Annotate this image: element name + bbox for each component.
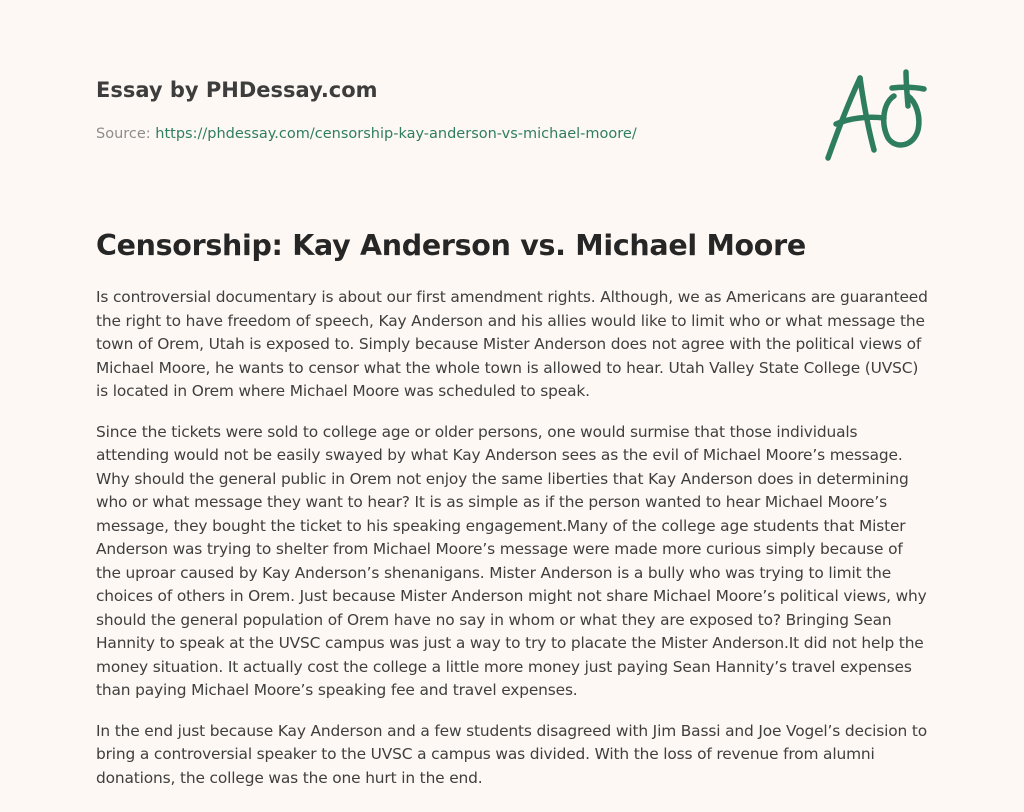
source-label: Source: (96, 126, 156, 142)
essay-body (96, 286, 932, 807)
source-line (96, 124, 796, 144)
essay-paragraph: Is controversial documentary is about our first amendment rights. Although, we as Americans are guaranteed the right to have freedom of speech, Kay Anderson and his allies would like to limit who or what message the town of Orem, Utah is exposed to. Simply because Mister Anderson does not agree with the political views of Michael Moore, he wants to censor what the whole town is allowed to hear. Utah Valley State College (UVSC) is located in Orem where Michael Moore was scheduled to speak. (96, 288, 928, 400)
brand-title: Essay by PHDessay.com (96, 78, 378, 102)
page-header (96, 76, 796, 144)
a-plus-grade-icon (820, 66, 930, 166)
essay-title: Censorship: Kay Anderson vs. Michael Moore (96, 229, 806, 262)
essay-paragraph: In the end just because Kay Anderson and a few students disagreed with Jim Bassi and Joe Vogel’s decision to bring a controversial speaker to the UVSC a campus was divided. With the loss of revenue from alumni donations, the college was the one hurt in the end. (96, 721, 928, 787)
essay-paragraph: Since the tickets were sold to college age or older persons, one would surmise that those individuals attending would not be easily swayed by what Kay Anderson sees as the evil of Michael Moore’s message. Why should the general public in Orem not enjoy the same liberties that Kay Anderson does in determining who or what message they want to hear? It is as simple as if the person wanted to hear Michael Moore’s message, they bought the ticket to his speaking engagement.Many of the college age students that Mister Anderson was trying to shelter from Michael Moore’s message were made more curious simply because of the uproar caused by Kay Anderson’s shenanigans. Mister Anderson is a bully who was trying to limit the choices of others in Orem. Just because Mister Anderson might not share Michael Moore’s political views, why should the general population of Orem have no say in whom or what they are exposed to? Bringing Sean Hannity to speak at the UVSC campus was just a way to try to placate the Mister Anderson.It did not help the money situation. It actually cost the college a little more money just paying Sean Hannity’s travel expenses than paying Michael Moore’s speaking fee and travel expenses. (96, 422, 927, 699)
source-link[interactable]: https://phdessay.com/censorship-kay-anderson-vs-michael-moore/ (155, 126, 637, 142)
